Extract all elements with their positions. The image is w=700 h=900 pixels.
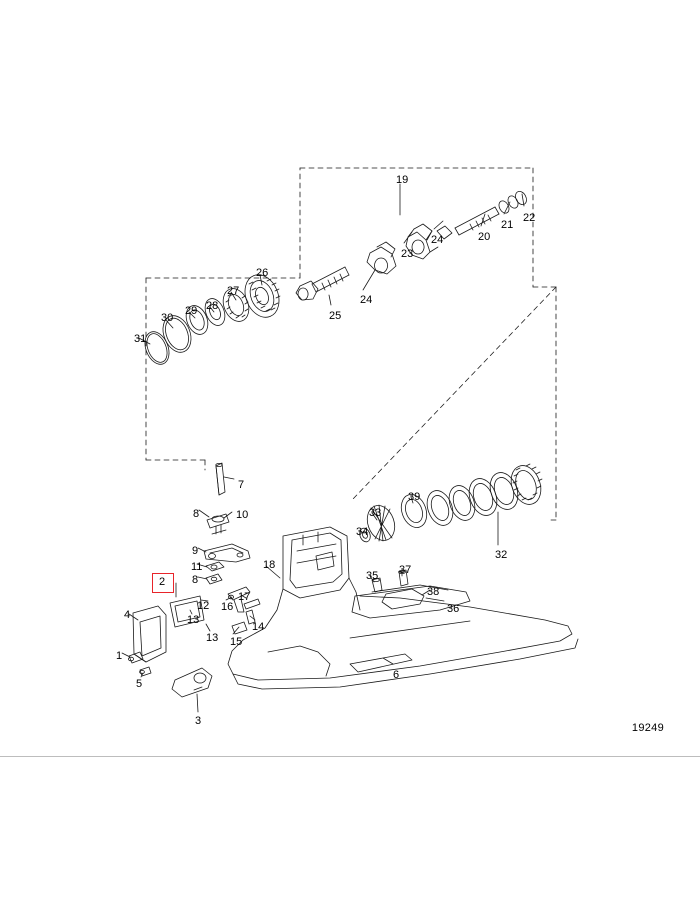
callout-36: 36 bbox=[447, 603, 460, 615]
callout-26: 26 bbox=[256, 267, 269, 279]
callout-19: 19 bbox=[396, 174, 409, 186]
callout-12: 12 bbox=[197, 600, 210, 612]
callout-33: 33 bbox=[369, 507, 382, 519]
callout-15: 15 bbox=[230, 636, 243, 648]
callout-30: 30 bbox=[161, 312, 174, 324]
callout-13-upper: 13 bbox=[187, 614, 200, 626]
highlight-label-part-2: 2 bbox=[159, 576, 166, 588]
footer-divider bbox=[0, 756, 700, 757]
callout-24-mid: 24 bbox=[360, 294, 373, 306]
callout-8-upper: 8 bbox=[193, 508, 200, 520]
drawing-number: 19249 bbox=[631, 722, 664, 734]
callout-9: 9 bbox=[192, 545, 199, 557]
callout-5: 5 bbox=[136, 678, 143, 690]
callout-14: 14 bbox=[252, 621, 265, 633]
callout-3: 3 bbox=[195, 715, 202, 727]
callout-31: 31 bbox=[134, 333, 147, 345]
callout-37: 37 bbox=[399, 564, 412, 576]
callout-4: 4 bbox=[124, 609, 131, 621]
callout-7: 7 bbox=[238, 479, 245, 491]
callout-25: 25 bbox=[329, 310, 342, 322]
callout-23: 23 bbox=[401, 248, 414, 260]
callout-38: 38 bbox=[427, 586, 440, 598]
callout-39: 39 bbox=[408, 491, 421, 503]
callout-29: 29 bbox=[185, 305, 198, 317]
callout-35: 35 bbox=[366, 570, 379, 582]
callout-11: 11 bbox=[191, 561, 203, 573]
callout-21: 21 bbox=[501, 219, 514, 231]
callout-27: 27 bbox=[227, 285, 240, 297]
callout-8-lower: 8 bbox=[192, 574, 199, 586]
callout-20: 20 bbox=[478, 231, 491, 243]
callout-24-upper: 24 bbox=[431, 234, 444, 246]
callout-1: 1 bbox=[116, 650, 123, 662]
callout-18: 18 bbox=[263, 559, 276, 571]
callout-28: 28 bbox=[206, 300, 219, 312]
callout-34: 34 bbox=[356, 526, 369, 538]
callout-22: 22 bbox=[523, 212, 536, 224]
callout-10: 10 bbox=[236, 509, 249, 521]
callout-6: 6 bbox=[393, 669, 400, 681]
callout-13-lower: 13 bbox=[206, 632, 219, 644]
callout-17: 17 bbox=[238, 591, 251, 603]
callout-32: 32 bbox=[495, 549, 508, 561]
callout-16: 16 bbox=[221, 601, 234, 613]
